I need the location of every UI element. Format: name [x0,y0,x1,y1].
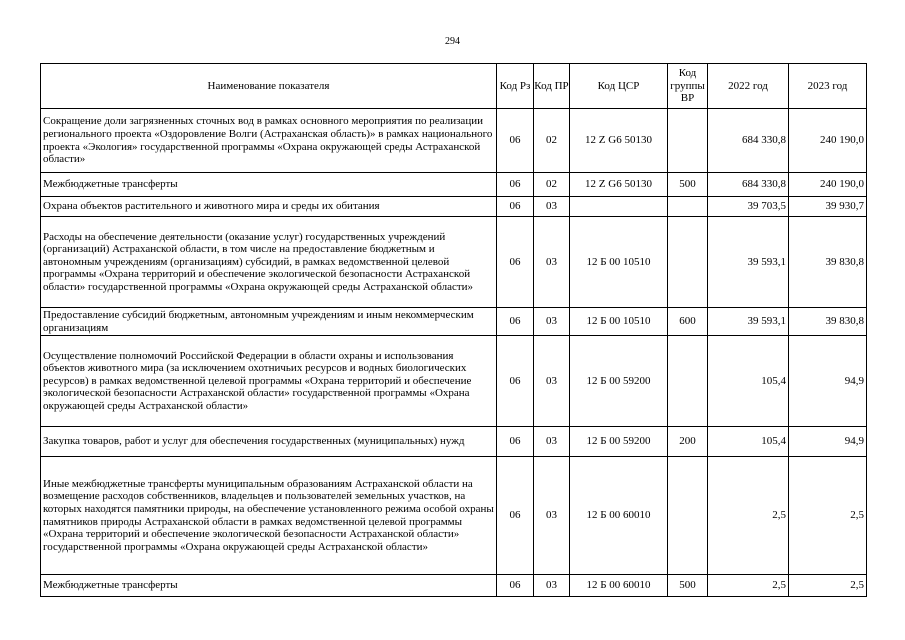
row-name: Охрана объектов растительного и животного мира и среды их обитания [41,197,497,217]
row-rz: 06 [497,308,534,336]
row-name: Закупка товаров, работ и услуг для обеспечения государственных (муниципальных) нужд [41,427,497,457]
row-name: Межбюджетные трансферты [41,173,497,197]
row-pr: 03 [534,217,570,308]
row-csr: 12 Б 00 60010 [570,457,668,575]
row-pr: 03 [534,575,570,597]
table-row [41,197,867,217]
row-2023: 94,9 [789,427,867,457]
page-number: 294 [445,36,460,47]
row-vr: 600 [668,308,708,336]
row-rz: 06 [497,109,534,173]
row-rz: 06 [497,217,534,308]
row-pr: 02 [534,109,570,173]
header-rz: Код Рз [497,64,534,109]
row-2022: 39 593,1 [708,308,789,336]
header-pr: Код ПР [534,64,570,109]
row-csr: 12 Б 00 10510 [570,217,668,308]
header-csr: Код ЦСР [570,64,668,109]
row-name: Сокращение доли загрязненных сточных вод в рамках основного мероприятия по реализации регионального проекта «Оздоровление Волги (Астраханская область)» в рамках национального проекта «Экология» государственной программы «Охрана окружающей среды Астраханской области» [41,109,497,173]
row-2023: 2,5 [789,457,867,575]
row-name: Предоставление субсидий бюджетным, автономным учреждениям и иным некоммерческим организациям [41,308,497,336]
row-2022: 2,5 [708,575,789,597]
row-vr: 500 [668,575,708,597]
row-2023: 94,9 [789,336,867,427]
row-rz: 06 [497,427,534,457]
row-rz: 06 [497,575,534,597]
row-csr: 12 Z G6 50130 [570,109,668,173]
row-pr: 03 [534,427,570,457]
table-header-row [41,64,867,109]
table-row [41,217,867,308]
row-csr: 12 Б 00 60010 [570,575,668,597]
row-pr: 02 [534,173,570,197]
header-2023: 2023 год [789,64,867,109]
row-vr: 200 [668,427,708,457]
row-2022: 105,4 [708,427,789,457]
row-2022: 2,5 [708,457,789,575]
row-csr [570,197,668,217]
row-vr [668,457,708,575]
row-2022: 684 330,8 [708,173,789,197]
row-csr: 12 Б 00 59200 [570,427,668,457]
row-2023: 2,5 [789,575,867,597]
budget-table [40,63,867,597]
row-rz: 06 [497,336,534,427]
row-2023: 39 830,8 [789,217,867,308]
row-rz: 06 [497,197,534,217]
row-2023: 39 930,7 [789,197,867,217]
row-name: Расходы на обеспечение деятельности (оказание услуг) государственных учреждений (организаций) Астраханской области, в том числе на предоставление бюджетным и автономным учреждениям (организациям) субсидий, в рамках ведомственной целевой программы «Охрана территорий и обеспечение экологической безопасности Астраханской области» государственной программы «Охрана окружающей среды Астраханской области» [41,217,497,308]
row-pr: 03 [534,197,570,217]
row-2023: 240 190,0 [789,173,867,197]
row-pr: 03 [534,336,570,427]
header-vr: Код группы ВР [668,64,708,109]
row-2022: 39 703,5 [708,197,789,217]
row-2022: 105,4 [708,336,789,427]
row-2022: 684 330,8 [708,109,789,173]
table-row [41,308,867,336]
table-row [41,427,867,457]
row-vr [668,197,708,217]
row-vr [668,217,708,308]
row-vr: 500 [668,173,708,197]
header-name: Наименование показателя [41,64,497,109]
row-2023: 240 190,0 [789,109,867,173]
table-row [41,336,867,427]
header-2022: 2022 год [708,64,789,109]
row-csr: 12 Б 00 10510 [570,308,668,336]
row-csr: 12 Б 00 59200 [570,336,668,427]
row-vr [668,109,708,173]
row-name: Осуществление полномочий Российской Федерации в области охраны и использования объектов животного мира (за исключением охотничьих ресурсов и водных биологических ресурсов) в рамках ведомственной целевой программы «Охрана территорий и обеспечение экологической безопасности Астраханской области» государственной программы «Охрана окружающей среды Астраханской области» [41,336,497,427]
row-vr [668,336,708,427]
table-row [41,575,867,597]
row-pr: 03 [534,308,570,336]
row-pr: 03 [534,457,570,575]
row-2022: 39 593,1 [708,217,789,308]
row-name: Межбюджетные трансферты [41,575,497,597]
row-rz: 06 [497,173,534,197]
row-rz: 06 [497,457,534,575]
table-row [41,173,867,197]
row-name: Иные межбюджетные трансферты муниципальным образованиям Астраханской области на возмещение расходов собственников, владельцев и пользователей земельных участков, на которых находятся памятники природы, на обеспечение установленного режима особой охраны памятников природы Астраханской области в рамках ведомственной целевой программы «Охрана территорий и обеспечение экологической безопасности Астраханской области» государственной программы «Охрана окружающей среды Астраханской области» [41,457,497,575]
table-row [41,109,867,173]
row-2023: 39 830,8 [789,308,867,336]
row-csr: 12 Z G6 50130 [570,173,668,197]
table-row [41,457,867,575]
